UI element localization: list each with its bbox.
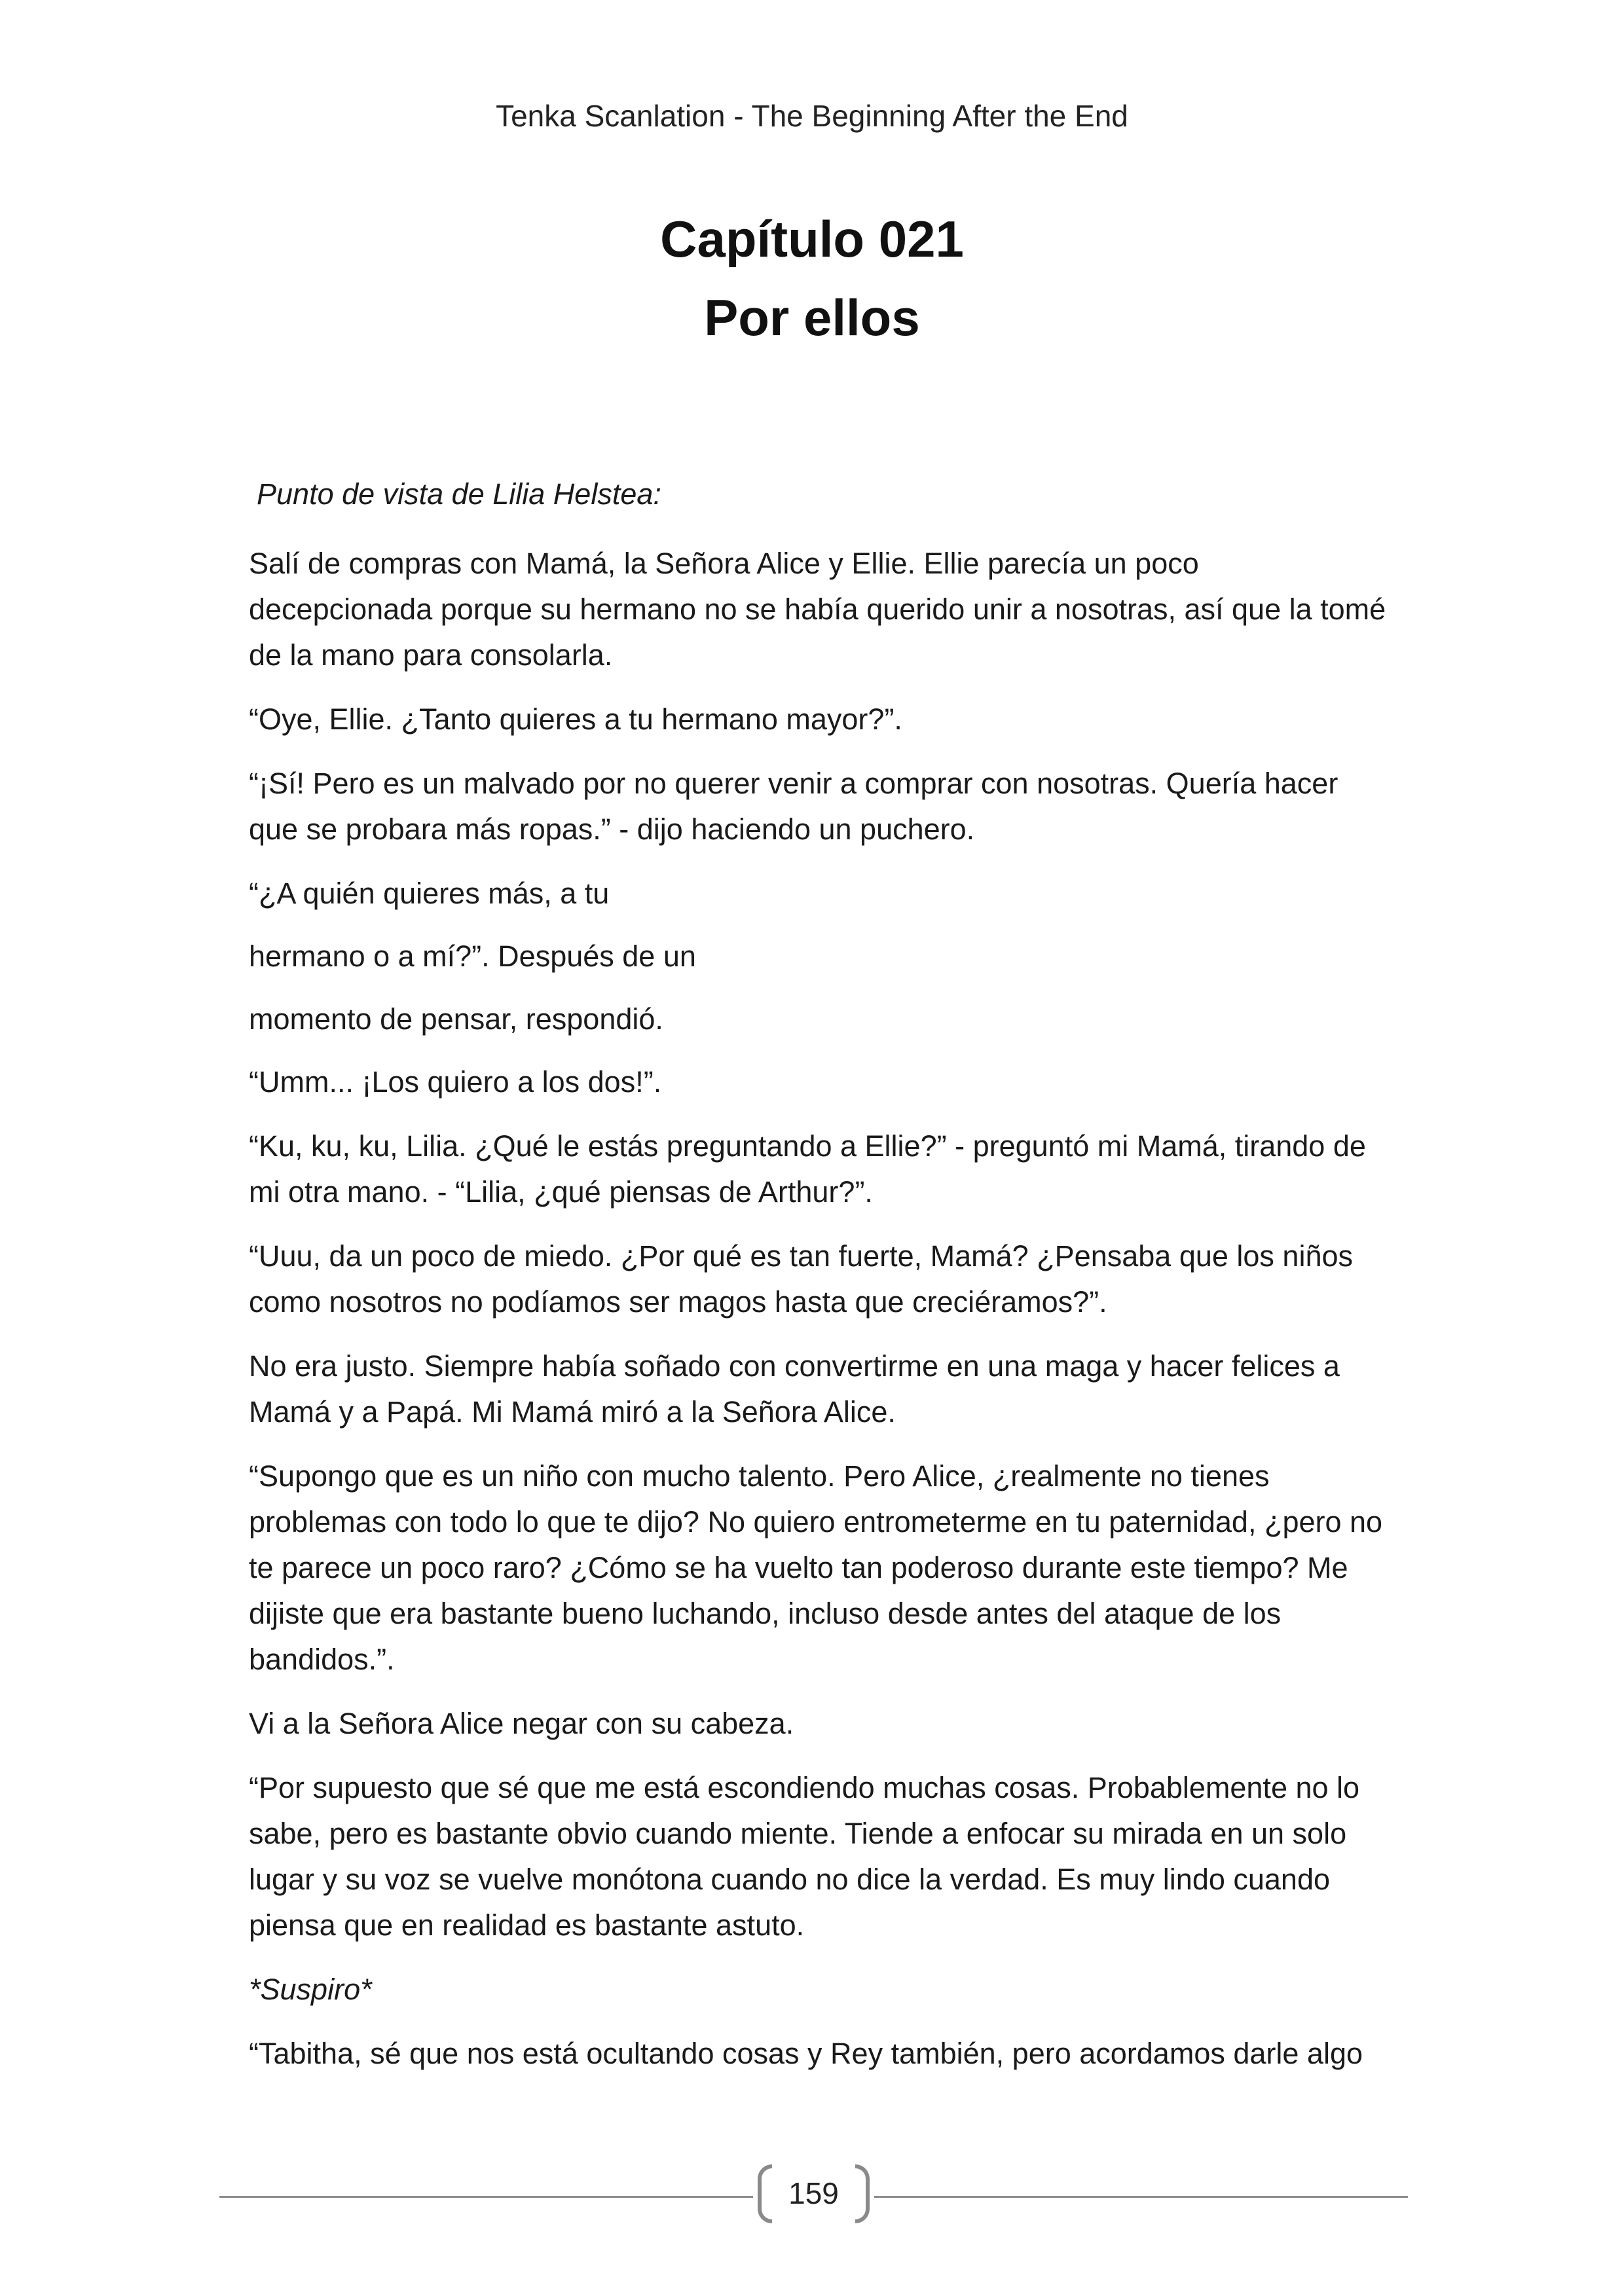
- paragraph: “Umm... ¡Los quiero a los dos!”.: [249, 1065, 662, 1099]
- point-of-view-line: Punto de vista de Lilia Helstea:: [257, 477, 661, 511]
- paragraph: *Suspiro*: [249, 1973, 372, 2006]
- chapter-number: Capítulo 021: [660, 210, 964, 268]
- paragraph: hermano o a mí?”. Después de un: [249, 939, 696, 973]
- paragraph: Salí de compras con Mamá, la Señora Alice y Ellie. Ellie parecía un poco decepcionada porque su hermano no se había querido unir a nosotras, así que la tomé de la mano para consolarla.: [249, 547, 1386, 672]
- paragraph: momento de pensar, respondió.: [249, 1002, 663, 1036]
- running-header: Tenka Scanlation - The Beginning After the End: [496, 99, 1128, 133]
- paragraph: “Oye, Ellie. ¿Tanto quieres a tu hermano mayor?”.: [249, 702, 902, 736]
- page-number-bracket-open: [758, 2164, 772, 2223]
- paragraph: “Ku, ku, ku, Lilia. ¿Qué le estás preguntando a Ellie?” - preguntó mi Mamá, tirando de mi otra mano. - “Lilia, ¿qué piensas de Arthur?”.: [249, 1129, 1366, 1209]
- paragraph: “Uuu, da un poco de miedo. ¿Por qué es tan fuerte, Mamá? ¿Pensaba que los niños como nosotros no podíamos ser magos hasta que creciéramos?”.: [249, 1239, 1354, 1319]
- paragraph: No era justo. Siempre había soñado con convertirme en una maga y hacer felices a Mamá y a Papá. Mi Mamá miró a la Señora Alice.: [249, 1349, 1340, 1429]
- page-number-bracket-close: [855, 2164, 870, 2223]
- chapter-body: [249, 471, 1388, 2095]
- chapter-heading: [0, 200, 1624, 357]
- chapter-title: Por ellos: [704, 289, 920, 346]
- page-footer: [219, 2160, 1408, 2232]
- paragraph: “¿A quién quieres más, a tu: [249, 877, 610, 910]
- footer-rule-left: [219, 2196, 753, 2198]
- page-number: 159: [788, 2176, 839, 2210]
- paragraph: “¡Sí! Pero es un malvado por no querer venir a comprar con nosotras. Quería hacer que se probara más ropas.” - dijo haciendo un puchero.: [249, 767, 1338, 846]
- paragraph: Vi a la Señora Alice negar con su cabeza.: [249, 1707, 794, 1740]
- paragraph: “Supongo que es un niño con mucho talento. Pero Alice, ¿realmente no tienes problemas con todo lo que te dijo? No quiero entrometerme en tu paternidad, ¿pero no te parece un poco raro? ¿Cómo se ha vuelto tan poderoso durante este tiempo? Me dijiste que era bastante bueno luchando, incluso desde antes del ataque de los bandidos.”.: [249, 1459, 1383, 1676]
- footer-rule-right: [874, 2196, 1408, 2198]
- paragraph: “Tabitha, sé que nos está ocultando cosas y Rey también, pero acordamos darle algo: [249, 2037, 1363, 2070]
- paragraph: “Por supuesto que sé que me está escondiendo muchas cosas. Probablemente no lo sabe, pero es bastante obvio cuando miente. Tiende a enfocar su mirada en un solo lugar y su voz se vuelve monótona cuando no dice la verdad. Es muy lindo cuando piensa que en realidad es bastante astuto.: [249, 1771, 1360, 1942]
